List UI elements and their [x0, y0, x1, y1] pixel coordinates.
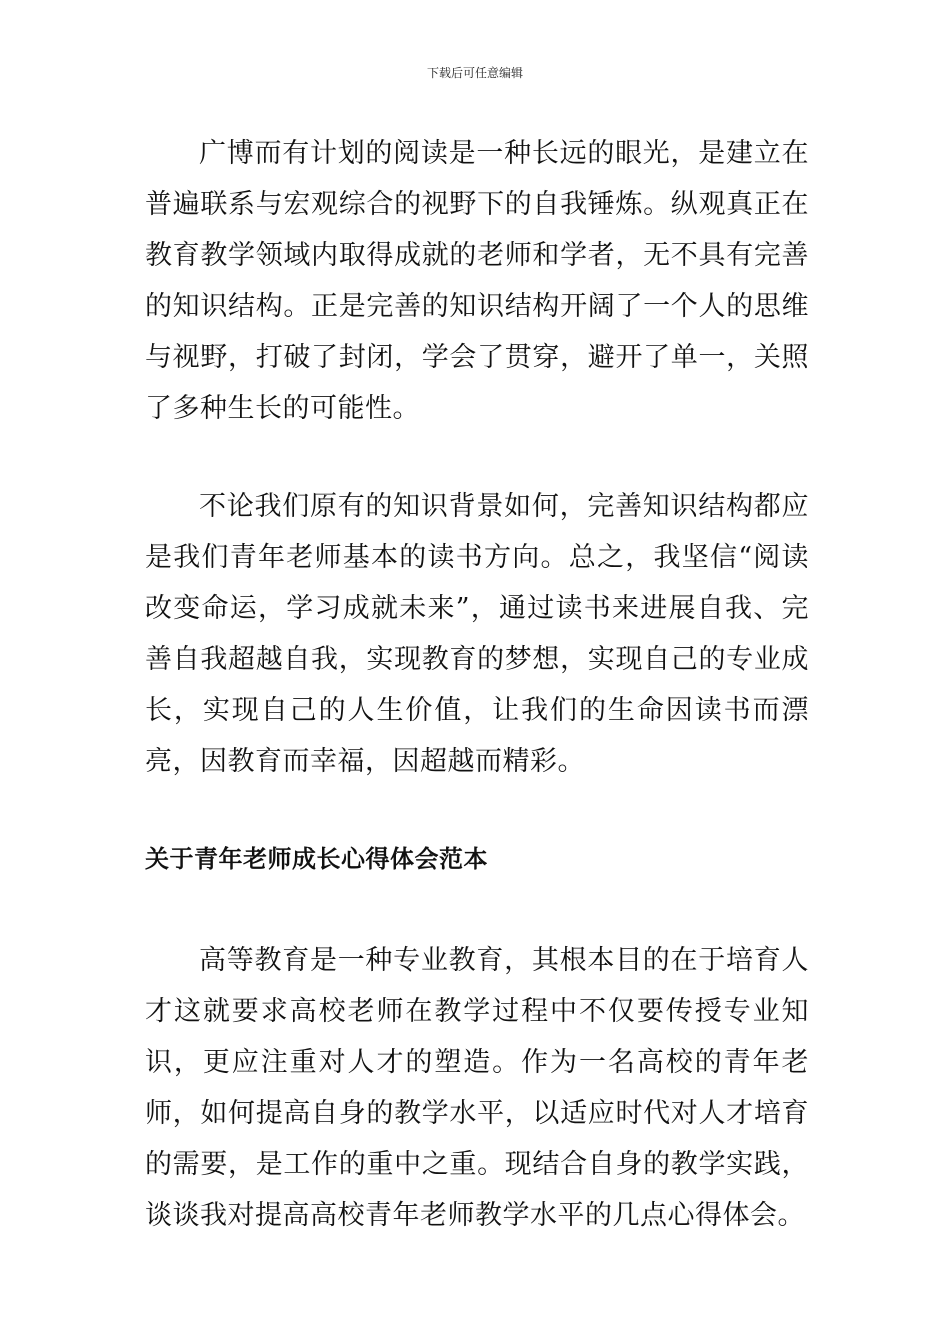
paragraph-reading-vision: 广博而有计划的阅读是一种长远的眼光，是建立在普遍联系与宏观综合的视野下的自我锤炼。纵观真正在教育教学领域内取得成就的老师和学者，无不具有完善的知识结构。正是完善的知识结构开阔了一个人的思维与视野，打破了封闭，学会了贯穿，避开了单一，关照了多种生长的可能性。	[145, 138, 809, 424]
section-heading: 关于青年老师成长心得体会范本	[145, 844, 488, 873]
document-body	[145, 128, 809, 1241]
paragraph-knowledge-structure: 不论我们原有的知识背景如何，完善知识结构都应是我们青年老师基本的读书方向。总之，我坚信“阅读改变命运，学习成就未来”，通过读书来进展自我、完善自我超越自我，实现教育的梦想，实现自己的专业成长，实现自己的人生价值，让我们的生命因读书而漂亮，因教育而幸福，因超越而精彩。	[145, 491, 809, 777]
page-header-note: 下载后可任意编辑	[426, 66, 523, 80]
paragraph-higher-education: 高等教育是一种专业教育，其根本目的在于培育人才这就要求高校老师在教学过程中不仅要传授专业知识，更应注重对人才的塑造。作为一名高校的青年老师，如何提高自身的教学水平，以适应时代对人才培育的需要，是工作的重中之重。现结合自身的教学实践，谈谈我对提高高校青年老师教学水平的几点心得体会。	[145, 945, 809, 1231]
